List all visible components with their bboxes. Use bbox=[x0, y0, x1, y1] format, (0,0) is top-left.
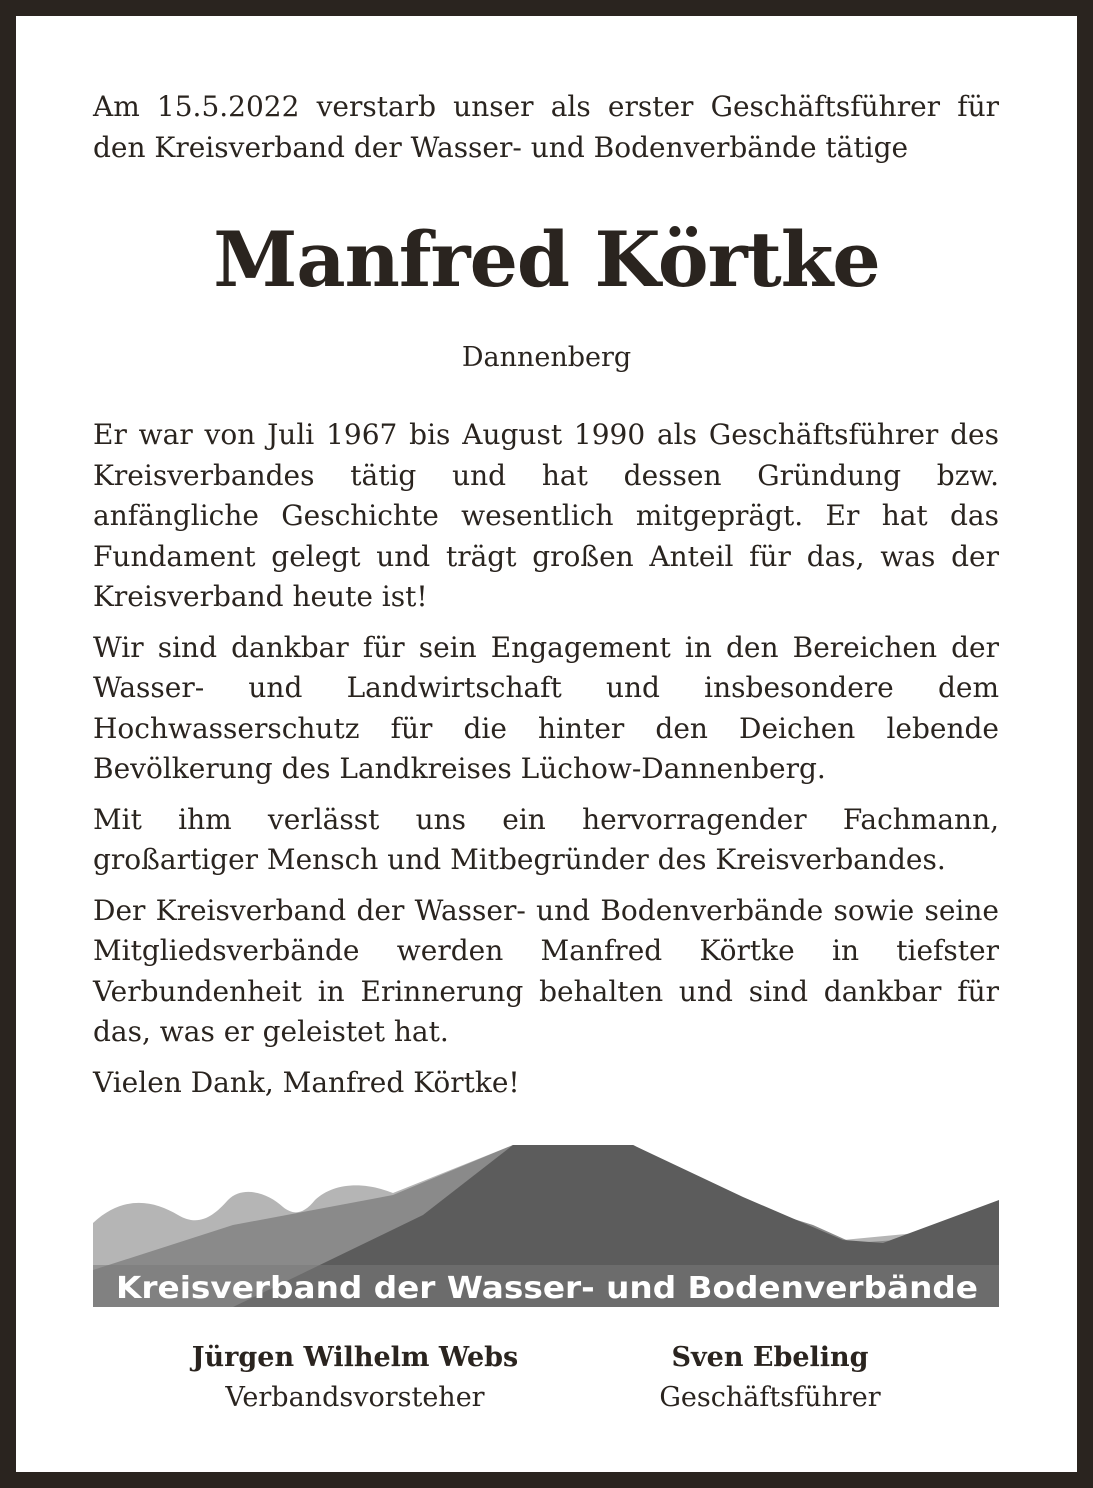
organization-logo bbox=[93, 1145, 999, 1307]
deceased-place: Dannenberg bbox=[461, 342, 632, 373]
paragraph: Der Kreisverband der Wasser- und Bodenverbände sowie seine Mitgliedsverbände werden Manfred Körtke in tiefster Verbundenheit in Erinnerung behalten und sind dankbar für das, was er geleistet hat. bbox=[93, 893, 999, 1048]
paragraph: Vielen Dank, Manfred Körtke! bbox=[93, 1065, 520, 1099]
signature-right bbox=[570, 1338, 970, 1418]
signer-title: Geschäftsführer bbox=[659, 1382, 881, 1413]
paragraph: Er war von Juli 1967 bis August 1990 als Geschäftsführer des Kreisverbandes tätig und hat dessen Gründung bzw. anfängliche Geschichte wesentlich mitgeprägt. Er hat das Fundament gelegt und trägt großen Anteil für das, was der Kreisverband heute ist! bbox=[93, 418, 999, 613]
logo-text: Kreisverband der Wasser- und Bodenverbände bbox=[116, 1271, 978, 1306]
signature-left bbox=[140, 1338, 570, 1418]
intro-text: Am 15.5.2022 verstarb unser als erster Geschäftsführer für den Kreisverband der Wasser- und Bodenverbände tätige bbox=[93, 90, 999, 164]
deceased-name: Manfred Körtke bbox=[213, 215, 880, 304]
signer-name: Jürgen Wilhelm Webs bbox=[191, 1342, 519, 1373]
signer-title: Verbandsvorsteher bbox=[225, 1382, 485, 1413]
paragraph: Mit ihm verlässt uns ein hervorragender Fachmann, großartiger Mensch und Mitbegründer des Kreisverbandes. bbox=[93, 802, 999, 876]
paragraph: Wir sind dankbar für sein Engagement in den Bereichen der Wasser- und Landwirtschaft und insbesondere dem Hochwasserschutz für die hinter den Deichen lebende Bevölkerung des Landkreises Lüchow-Dannenberg. bbox=[93, 630, 999, 785]
obituary-body bbox=[93, 415, 999, 1113]
signer-name: Sven Ebeling bbox=[671, 1342, 869, 1373]
